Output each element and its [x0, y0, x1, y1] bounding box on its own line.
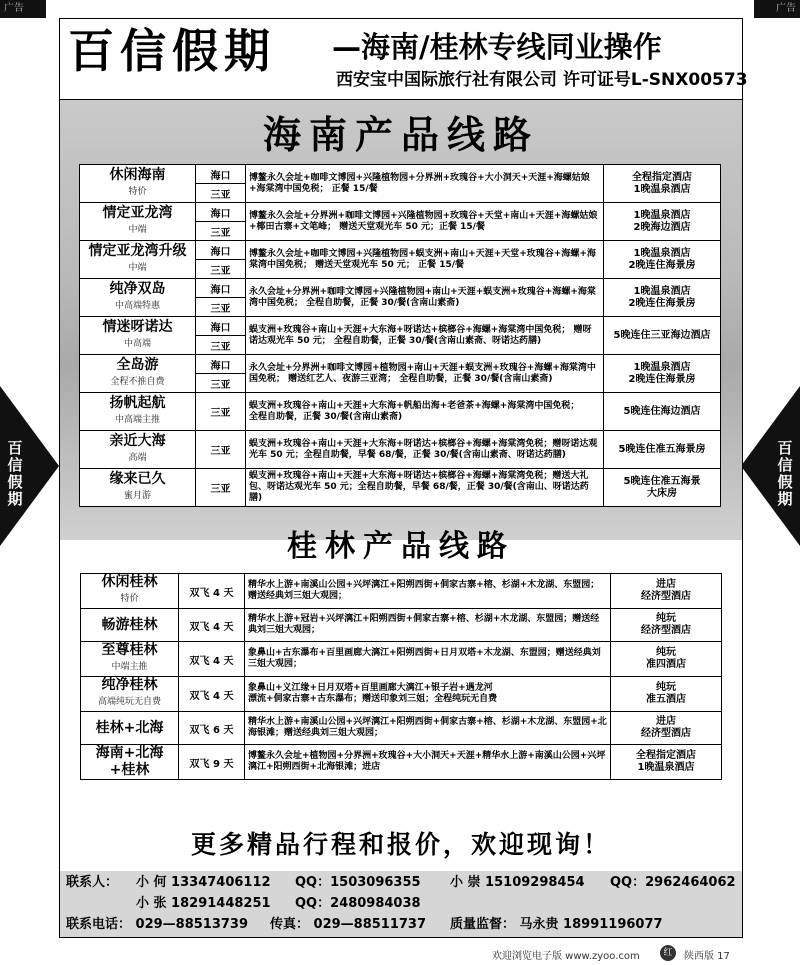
product-name-cell [80, 317, 196, 355]
qq-he: QQ：1503096355 [295, 875, 421, 890]
product-name: 桂林+北海 [95, 719, 164, 736]
product-name: 扬帆起航 [109, 394, 166, 411]
contact-phone: 联系电话： 029—88513739 [66, 917, 249, 932]
table-row [80, 279, 721, 298]
trip-duration: 双飞 4 天 [179, 574, 245, 609]
product-name: 休闲桂林 [101, 574, 158, 590]
footer-badge: 红 [660, 945, 676, 961]
itinerary-detail: 象鼻山+义江缘+日月双塔+百里画廊大漓江+银子岩+遇龙河 漂流+侗家古寨+古东瀑布；赠送印象刘三姐；全程纯玩无自费 [245, 677, 611, 712]
brand-title: 百信假期 [68, 24, 276, 78]
product-name-cell [81, 677, 179, 712]
departure-city: 三亚 [196, 184, 246, 203]
table-row [80, 317, 721, 336]
contact-block [60, 871, 742, 937]
table-row [80, 165, 721, 184]
product-name-cell [81, 609, 179, 642]
product-name: 缘来已久 [109, 470, 166, 487]
product-name-cell [80, 431, 196, 469]
product-tier: 中高端 [123, 338, 151, 349]
departure-city: 海口 [196, 203, 246, 222]
ad-corner-right: 广告 [754, 0, 800, 18]
table-row [81, 574, 722, 609]
itinerary-detail: 精华水上游+南溪山公园+兴坪漓江+阳朔西街+侗家古寨+榕、杉湖+木龙湖、东盟园+北海银滩；赠送经典刘三姐大观园； [245, 712, 611, 745]
hotel-info: 纯玩 准四酒店 [611, 642, 722, 677]
table-row [80, 393, 721, 431]
qq-chong: QQ：2962464062 [610, 875, 736, 890]
product-name-cell [80, 393, 196, 431]
departure-city: 海口 [196, 279, 246, 298]
product-name: 情迷呀诺达 [102, 318, 173, 335]
product-name: 畅游桂林 [101, 616, 158, 633]
trip-duration: 双飞 6 天 [179, 712, 245, 745]
itinerary-detail: 博鳌永久会址+咖啡文博园+兴隆植物园+蜈支洲+南山+天涯+天堂+玫瑰谷+海螺+海棠湾中国免税； 赠送天堂观光车 50 元； 正餐 15/餐 [246, 241, 604, 279]
table-row [80, 469, 721, 507]
trip-duration: 双飞 9 天 [179, 745, 245, 780]
side-tab-left [0, 386, 59, 546]
itinerary-detail: 精华水上游+南溪山公园+兴坪漓江+阳朔西街+侗家古寨+榕、杉湖+木龙湖、东盟园；赠送经典刘三姐大观园； [245, 574, 611, 609]
product-name: 亲近大海 [109, 432, 166, 449]
itinerary-detail: 博鳌永久会址+分界洲+咖啡文博园+兴隆植物园+玫瑰谷+天堂+南山+天涯+海螺姑娘+椰田古寨+文笔峰； 赠送天堂观光车 50 元；正餐 15/餐 [246, 203, 604, 241]
product-name-cell [81, 712, 179, 745]
departure-city: 三亚 [196, 374, 246, 393]
product-name: 纯净桂林 [101, 677, 158, 693]
footer-site: 欢迎浏览电子版 www.zyoo.com [492, 951, 640, 962]
trip-duration: 双飞 4 天 [179, 642, 245, 677]
itinerary-detail: 蜈支洲+玫瑰谷+南山+天涯+大东海+呀诺达+槟榔谷+海螺+海棠湾免税；赠送大礼包、呀诺达观光车 50 元；全程自助餐，早餐 68/餐，正餐 30/餐(含南山、呀诺达药膳) [246, 469, 604, 507]
hotel-info: 5晚连住海边酒店 [604, 393, 721, 431]
itinerary-detail: 象鼻山+古东瀑布+百里画廊大漓江+阳朔西街+日月双塔+木龙湖、东盟园；赠送经典刘三姐大观园； [245, 642, 611, 677]
product-tier: 中端主推 [111, 662, 148, 672]
hotel-info: 全程指定酒店 1晚温泉酒店 [611, 745, 722, 780]
product-name: 纯净双岛 [109, 280, 166, 297]
ad-header [60, 19, 748, 99]
product-tier: 中端 [128, 224, 147, 235]
table-row [81, 677, 722, 712]
hotel-info: 进店 经济型酒店 [611, 574, 722, 609]
contact-zhang: 小 张 18291448251 [136, 896, 271, 911]
table-row [80, 355, 721, 374]
guilin-table [80, 573, 722, 780]
product-name-cell [81, 745, 179, 780]
footer-edition: 陕西版 17 [684, 951, 730, 962]
company-license: 西安宝中国际旅行社有限公司 许可证号L-SNX00573 [336, 70, 748, 90]
page-footer [0, 943, 800, 965]
product-tier: 高端 [128, 452, 147, 463]
product-name-cell [81, 574, 179, 609]
departure-city: 三亚 [196, 336, 246, 355]
side-label-left: 百信假期 [4, 440, 26, 508]
product-name-cell [80, 355, 196, 393]
product-tier: 特价 [120, 594, 139, 604]
departure-city: 三亚 [196, 298, 246, 317]
product-name: 全岛游 [116, 356, 159, 373]
hainan-table [79, 164, 721, 507]
itinerary-detail: 精华水上游+冠岩+兴坪漓江+阳朔西街+侗家古寨+榕、杉湖+木龙湖、东盟园；赠送经典刘三姐大观园； [245, 609, 611, 642]
table-row [81, 642, 722, 677]
hotel-info: 进店 经济型酒店 [611, 712, 722, 745]
itinerary-detail: 蜈支洲+玫瑰谷+南山+天涯+大东海+呀诺达+槟榔谷+海螺+海棠湾中国免税； 赠呀诺达观光车 50 元； 全程自助餐，正餐 30/餐(含南山素斋、呀诺达药膳) [246, 317, 604, 355]
departure-city: 三亚 [196, 222, 246, 241]
hotel-info: 5晚连住三亚海边酒店 [604, 317, 721, 355]
contact-fax: 传真： 029—88511737 [270, 917, 427, 932]
product-name-cell [80, 469, 196, 507]
product-tier: 高端纯玩无自费 [97, 697, 161, 707]
itinerary-detail: 博鳌永久会址+咖啡文博园+兴隆植物园+分界洲+玫瑰谷+大小洞天+天涯+海螺姑娘+海棠湾中国免税； 正餐 15/餐 [246, 165, 604, 203]
table-row [81, 712, 722, 745]
product-name: 情定亚龙湾升级 [88, 242, 187, 259]
departure-city: 三亚 [196, 260, 246, 279]
itinerary-detail: 博鳌永久会址+植物园+分界洲+玫瑰谷+大小洞天+天涯+精华水上游+南溪山公园+兴坪漓江+阳朔西街+北海银滩；进店 [245, 745, 611, 780]
itinerary-detail: 永久会址+分界洲+咖啡文博园+兴隆植物园+南山+天涯+蜈支洲+玫瑰谷+海螺+海棠湾中国免税； 全程自助餐，正餐 30/餐(含南山素斋) [246, 279, 604, 317]
product-name: 情定亚龙湾 [102, 204, 173, 221]
hotel-info: 1晚温泉酒店 2晚连住海景房 [604, 355, 721, 393]
contact-label: 联系人： [66, 875, 119, 890]
product-name: 休闲海南 [109, 166, 166, 183]
departure-city: 三亚 [196, 469, 246, 507]
product-name-cell [80, 241, 196, 279]
quality-supervision: 质量监督： 马永贵 18991196077 [450, 917, 663, 932]
hotel-info: 纯玩 准五酒店 [611, 677, 722, 712]
qq-zhang: QQ：2480984038 [295, 896, 421, 911]
product-tier: 蜜月游 [123, 490, 151, 501]
table-row [80, 431, 721, 469]
more-offers-banner: 更多精品行程和报价，欢迎现询！ [190, 830, 611, 859]
departure-city: 海口 [196, 241, 246, 260]
guilin-title: 桂林产品线路 [287, 529, 515, 564]
trip-duration: 双飞 4 天 [179, 609, 245, 642]
hotel-info: 5晚连住准五海景 大床房 [604, 469, 721, 507]
product-tier: 中高端主推 [114, 414, 160, 425]
table-row [80, 241, 721, 260]
departure-city: 海口 [196, 355, 246, 374]
departure-city: 海口 [196, 317, 246, 336]
contact-he: 小 何 13347406112 [136, 875, 271, 890]
ad-corner-left: 广告 [0, 0, 46, 18]
side-label-right: 百信假期 [774, 440, 796, 508]
product-name: 至尊桂林 [101, 642, 158, 658]
product-name-cell [80, 203, 196, 241]
departure-city: 三亚 [196, 431, 246, 469]
hotel-info: 1晚温泉酒店 2晚连住海景房 [604, 279, 721, 317]
departure-city: 三亚 [196, 393, 246, 431]
product-name-cell [81, 642, 179, 677]
departure-city: 海口 [196, 165, 246, 184]
slogan: —海南/桂林专线同业操作 [332, 30, 662, 64]
side-tab-right [741, 386, 800, 546]
itinerary-detail: 永久会址+分界洲+咖啡文博园+植物园+南山+天涯+蜈支洲+玫瑰谷+海螺+海棠湾中国免税； 赠送红艺人、夜游三亚湾； 全程自助餐，正餐 30/餐(含南山素斋) [246, 355, 604, 393]
product-tier: 全程不推自费 [110, 376, 165, 387]
hotel-info: 1晚温泉酒店 2晚连住海景房 [604, 241, 721, 279]
hainan-title: 海南产品线路 [262, 113, 539, 157]
contact-chong: 小 崇 15109298454 [450, 875, 585, 890]
hotel-info: 纯玩 经济型酒店 [611, 609, 722, 642]
product-tier: 特价 [128, 186, 147, 197]
itinerary-detail: 蜈支洲+玫瑰谷+南山+天涯+大东海+帆船出海+老爸茶+海螺+海棠湾中国免税； 全程自助餐，正餐 30/餐(含南山素斋) [246, 393, 604, 431]
table-row [81, 609, 722, 642]
itinerary-detail: 蜈支洲+玫瑰谷+南山+天涯+大东海+呀诺达+槟榔谷+海螺+海棠湾免税；赠呀诺达观光车 50 元；全程自助餐，早餐 68/餐，正餐 30/餐(含南山素斋、呀诺达药膳) [246, 431, 604, 469]
product-name-cell [80, 279, 196, 317]
ad-frame [59, 18, 748, 938]
hotel-info: 1晚温泉酒店 2晚海边酒店 [604, 203, 721, 241]
hotel-info: 5晚连住准五海景房 [604, 431, 721, 469]
hotel-info: 全程指定酒店 1晚温泉酒店 [604, 165, 721, 203]
table-row [81, 745, 722, 780]
product-tier: 中端 [128, 262, 147, 273]
table-row [80, 203, 721, 222]
product-name: 海南+北海+桂林 [95, 745, 164, 778]
trip-duration: 双飞 4 天 [179, 677, 245, 712]
product-tier: 中高端特惠 [114, 300, 160, 311]
product-name-cell [80, 165, 196, 203]
